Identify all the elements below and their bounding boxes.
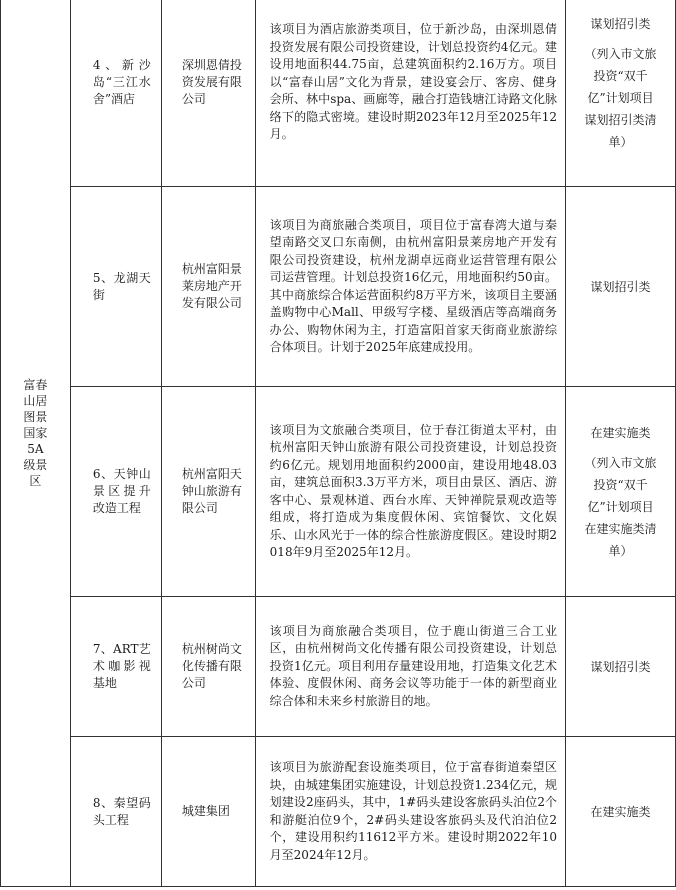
project-description: 该项目为酒店旅游类项目，位于新沙岛，由深圳恩倩投资发展有限公司投资建设，计划总投资约4亿元。建设用地面积44.75亩，总建筑面积约2.16万方。项目以“富春山居”文化为背景，建设宴会厅、客房、健身会所、林中spa、画廊等，融合打造钱塘江诗路文化脉络下的隐式密境。建设时期2023年12月至2025年12月。 xyxy=(255,0,565,187)
company-name: 城建集团 xyxy=(161,737,255,887)
company-name: 杭州树尚文化传播有限公司 xyxy=(161,597,255,737)
company-name: 杭州富阳天钟山旅游有限公司 xyxy=(161,387,255,597)
company-name: 杭州富阳景莱房地产开发有限公司 xyxy=(161,187,255,387)
status-label: 谋划招引类 xyxy=(590,659,651,674)
region-label: 富春山居图景国家5A级景区 xyxy=(23,377,48,488)
project-description: 该项目为旅游配套设施类项目，位于富春街道秦望区块，由城建集团实施建设，计划总投资1.234亿元，规划建设2座码头，其中，1#码头建设客旅码头泊位2个和游艇泊位9个，2#码头建设客旅码头及代泊泊位2个，建设用积约11612平方米。建设时期2022年10月至2024年12月。 xyxy=(255,737,565,887)
project-name: 6、天钟山景区提升改造工程 xyxy=(70,387,161,597)
project-name: 4、新沙岛“三江水舍”酒店 xyxy=(70,0,161,187)
project-description: 该项目为商旅融合类项目，位于鹿山街道三合工业区，由杭州树尚文化传播有限公司投资建设，计划总投资1亿元。项目利用存量建设用地，打造集文化艺术体验、度假休闲、商务会议等功能于一体的新型商业综合体和未来乡村旅游目的地。 xyxy=(255,597,565,737)
status-label: 在建实施类 xyxy=(590,425,651,440)
region-cell xyxy=(1,0,71,887)
project-name: 5、龙湖天街 xyxy=(70,187,161,387)
table-row xyxy=(1,0,676,187)
project-description: 该项目为商旅融合类项目，项目位于富春湾大道与秦望南路交叉口东南侧，由杭州富阳景莱房地产开发有限公司投资建设，杭州龙湖卓远商业运营管理有限公司运营管理。计划总投资16亿元，用地面积约50亩。其中商旅综合体运营面积约8万平方米，该项目主要涵盖购物中心Mall、甲级写字楼、星级酒店等高端商务办公、购物休闲为主，打造富阳首家天街商业旅游综合体项目。计划于2025年底建成投用。 xyxy=(255,187,565,387)
status-cell xyxy=(566,597,676,737)
table-row xyxy=(1,187,676,387)
status-note: （列入市文旅投资“双千亿”计划项目谋划招引类清单） xyxy=(584,46,657,149)
table-row xyxy=(1,387,676,597)
table-row xyxy=(1,597,676,737)
status-cell xyxy=(566,0,676,187)
project-name: 7、ART艺术咖影视基地 xyxy=(70,597,161,737)
project-description: 该项目为文旅融合类项目，位于春江街道太平村，由杭州富阳天钟山旅游有限公司投资建设，计划总投资约6亿元。规划用地面积约2000亩，建设用地48.03亩，建筑总面积3.3万平方米，项目由景区、酒店、游客中心、景观林道、西台水库、天钟禅院景观改造等组成，将打造成为集度假休闲、宾馆餐饮、文化娱乐、山水风光于一体的综合性旅游度假区。建设时期2018年9月至2025年12月。 xyxy=(255,387,565,597)
status-label: 谋划招引类 xyxy=(590,16,651,31)
status-cell xyxy=(566,737,676,887)
status-note: （列入市文旅投资“双千亿”计划项目在建实施类清单） xyxy=(584,455,657,558)
company-name: 深圳恩倩投资发展有限公司 xyxy=(161,0,255,187)
status-label: 谋划招引类 xyxy=(590,279,651,294)
project-name: 8、秦望码头工程 xyxy=(70,737,161,887)
status-cell xyxy=(566,387,676,597)
status-label: 在建实施类 xyxy=(590,804,651,819)
table-row xyxy=(1,737,676,887)
status-cell xyxy=(566,187,676,387)
